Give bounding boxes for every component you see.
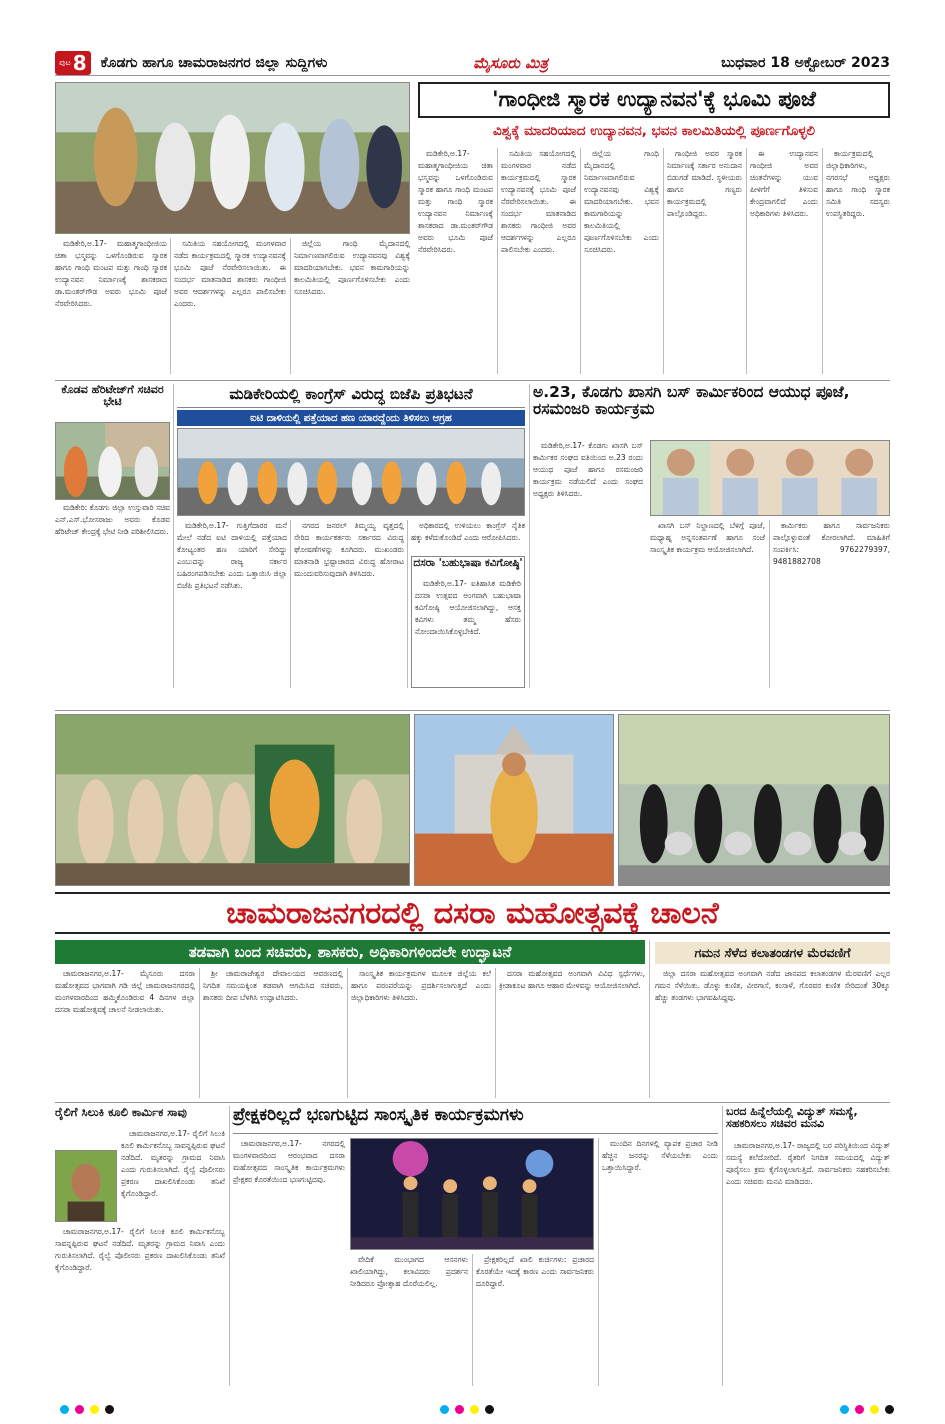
story3-subhead: ಐಟಿ ದಾಳಿಯಲ್ಲಿ ಪತ್ತೆಯಾದ ಹಣ ಯಾರದ್ದೆಂದು ತಿಳಿಸಲು ಆಗ್ರಹ [177,410,525,426]
story2-body-text: ಮಡಿಕೇರಿ: ಕೊಡಗು ಜಿಲ್ಲಾ ಉಸ್ತುವಾರಿ ಸಚಿವ ಎನ್.ಎಸ್.ಭೋಸರಾಜು ಅವರು ಕೊಡವ ಹೆರಿಟೇಜ್ ಕೇಂದ್ರಕ್ಕೆ ಭೇಟಿ ನೀಡಿ ಪರಿಶೀಲಿಸಿದರು. [55,503,170,536]
page-header [55,50,890,76]
story1-col5 [750,148,818,376]
story9-col4-text: ಮುಂದಿನ ದಿನಗಳಲ್ಲಿ ವ್ಯಾಪಕ ಪ್ರಚಾರ ನೀಡಿ ಹೆಚ್ಚಿನ ಜನರನ್ನು ಸೆಳೆಯಬೇಕು ಎಂದು ಒತ್ತಾಯಿಸಿದ್ದಾರೆ. [602,1139,718,1172]
story3-col1-text: ಮಡಿಕೇರಿ,ಅ.17- ಗುತ್ತಿಗೆದಾರರ ಮನೆ ಮೇಲೆ ನಡೆದ ಐಟಿ ದಾಳಿಯಲ್ಲಿ ಪತ್ತೆಯಾದ ಕೋಟ್ಯಂತರ ಹಣ ಯಾರಿಗೆ ಸೇರಿದ್ದು ಎಂಬುದನ್ನು ರಾಜ್ಯ ಸರ್ಕಾರ ಬಹಿರಂಗಪಡಿಸಬೇಕು ಎಂದು ಒತ್ತಾಯಿಸಿ ಜಿಲ್ಲಾ ಬಿಜೆಪಿ ಪ್ರತಿಭಟನೆ ನಡೆಸಿತು. [177,521,287,590]
story1-col1-text: ಮಡಿಕೇರಿ,ಅ.17- ಮಹಾತ್ಮಗಾಂಧೀಜಿಯ ಚಿತಾ ಭಸ್ಮವನ್ನು ಒಳಗೊಂಡಿರುವ ಸ್ಮಾರಕ ಹಾಗೂ ಗಾಂಧಿ ಮಂಟಪ ಮತ್ತು ಗಾಂಧಿ ಸ್ಮಾರಕ ಉದ್ಯಾನವನ ನಿರ್ಮಾಣಕ್ಕೆ ಶಾಸಕರಾದ ಡಾ.ಮಂತರ್‌ಗೌಡ ಅವರು ಭೂಮಿ ಪೂಜೆ ನೆರವೇರಿಸಿದರು. [418,149,493,254]
story9-col2-text: ವೇದಿಕೆ ಮುಂಭಾಗದ ಆಸನಗಳು ಖಾಲಿಯಾಗಿದ್ದು, ಕಲಾವಿದರು ಪ್ರದರ್ಶನ ನೀಡಿದರೂ ಪ್ರೋತ್ಸಾಹ ದೊರೆಯಲಿಲ್ಲ. [350,1255,468,1288]
registration-marks-left [60,1405,114,1414]
story5-body [415,578,521,686]
story3-col2 [294,520,404,688]
story2-headline: ಕೊಡವ ಹೆರಿಟೇಜ್‌ಗೆ ಸಚಿವರ ಭೇಟಿ [61,383,164,409]
registration-marks-center [440,1405,494,1414]
dasara-inauguration-photo [55,714,410,886]
story1-col1 [418,148,493,376]
story9-col3 [476,1254,594,1386]
story10-headline: ಬರದ ಹಿನ್ನೆಲೆಯಲ್ಲಿ ವಿದ್ಯುತ್ ಸಮಸ್ಯೆ, ಸಹಕರಿಸಲು ಸಚಿವರ ಮನವಿ [726,1105,858,1131]
story8-body-top [121,1128,225,1222]
story1-col2 [501,148,576,376]
story4-col3 [773,520,890,688]
story6-col4-text: ದಸರಾ ಮಹೋತ್ಸವದ ಅಂಗವಾಗಿ ವಿವಿಧ ಸ್ಪರ್ಧೆಗಳು, ಕ್ರೀಡಾಕೂಟ ಹಾಗೂ ಆಹಾರ ಮೇಳವನ್ನು ಆಯೋಜಿಸಲಾಗಿದೆ. [499,969,645,990]
story1-col6-text: ಕಾರ್ಯಕ್ರಮದಲ್ಲಿ ಜಿಲ್ಲಾಧಿಕಾರಿಗಳು, ನಗರಸಭೆ ಅಧ್ಯಕ್ಷರು ಹಾಗೂ ಗಾಂಧಿ ಸ್ಮಾರಕ ಸಮಿತಿ ಸದಸ್ಯರು ಉಪಸ್ಥಿತರಿದ್ದರು. [826,149,890,218]
story8-photo [55,1150,117,1222]
story6-col2-text: ಶ್ರೀ ಚಾಮರಾಜೇಶ್ವರ ದೇವಾಲಯದ ಆವರಣದಲ್ಲಿ ನಿಗದಿತ ಸಮಯಕ್ಕಿಂತ ತಡವಾಗಿ ಆಗಮಿಸಿದ ಸಚಿವರು, ಶಾಸಕರು ದೀಪ ಬೆಳಗಿಸಿ ಉದ್ಘಾಟಿಸಿದರು. [203,969,343,1002]
story2-photo [55,422,170,500]
story6-headline: ಚಾಮರಾಜನಗರದಲ್ಲಿ ದಸರಾ ಮಹೋತ್ಸವಕ್ಕೆ ಚಾಲನೆ [55,892,890,934]
story8-body-text: ಚಾಮರಾಜನಗರ,ಅ.17- ರೈಲಿಗೆ ಸಿಲುಕಿ ಕೂಲಿ ಕಾರ್ಮಿಕನೊಬ್ಬ ಸಾವನ್ನಪ್ಪಿರುವ ಘಟನೆ ನಡೆದಿದೆ. ಮೃತರನ್ನು ಗ್ರಾಮದ ನಿವಾಸಿ ಎಂದು ಗುರುತಿಸಲಾಗಿದೆ. ರೈಲ್ವೆ ಪೊಲೀಸರು ಪ್ರಕರಣ ದಾಖಲಿಸಿಕೊಂಡು ತನಿಖೆ ಕೈಗೊಂಡಿದ್ದಾರೆ. [55,1227,225,1272]
story4-col1-text: ಮಡಿಕೇರಿ,ಅ.17- ಕೊಡಗು ಖಾಸಗಿ ಬಸ್ ಕಾರ್ಮಿಕರ ಸಂಘದ ವತಿಯಿಂದ ಅ.23 ರಂದು ಆಯುಧ ಪೂಜೆ ಹಾಗೂ ರಸಮಂಜರಿ ಕಾರ್ಯಕ್ರಮ ನಡೆಯಲಿದೆ ಎಂದು ಸಂಘದ ಅಧ್ಯಕ್ಷರು ತಿಳಿಸಿದರು. [533,441,643,498]
newspaper-name: ಮೈಸೂರು ಮಿತ್ರ [473,53,549,72]
story1-col3 [584,148,659,376]
story1-col2-text: ಸಮಿತಿಯ ಸಹಯೋಗದಲ್ಲಿ ಮಂಗಳವಾರ ನಡೆದ ಕಾರ್ಯಕ್ರಮದಲ್ಲಿ ಸ್ಮಾರಕ ಉದ್ಯಾನವನಕ್ಕೆ ಭೂಮಿ ಪೂಜೆ ನೆರವೇರಿಸಲಾಯಿತು. ಈ ಸಂದರ್ಭ ಮಾತನಾಡಿದ ಶಾಸಕರು ಗಾಂಧೀಜಿ ಅವರ ಆದರ್ಶಗಳನ್ನು ಎಲ್ಲರೂ ಪಾಲಿಸಬೇಕು ಎಂದರು. [501,149,576,254]
story1-lower-col1 [55,238,167,376]
story9-col1-text: ಚಾಮರಾಜನಗರ,ಅ.17- ನಗರದಲ್ಲಿ ಮಂಗಳವಾರದಿಂದ ಆರಂಭವಾದ ದಸರಾ ಮಹೋತ್ಸವದ ಸಾಂಸ್ಕೃತಿಕ ಕಾರ್ಯಕ್ರಮಗಳು ಪ್ರೇಕ್ಷಕರ ಕೊರತೆಯಿಂದ ಭಣಗುಟ್ಟಿದವು. [233,1139,345,1184]
page-number-tag [55,51,91,75]
story1-lower-col3-text: ಜಿಲ್ಲೆಯ ಗಾಂಧಿ ಮೈದಾನದಲ್ಲಿ ನಿರ್ಮಾಣವಾಗಲಿರುವ ಉದ್ಯಾನವನವು ವಿಶ್ವಕ್ಕೆ ಮಾದರಿಯಾಗಬೇಕು. ಭವನ ಕಾಮಗಾರಿಯನ್ನು ಕಾಲಮಿತಿಯಲ್ಲಿ ಪೂರ್ಣಗೊಳಿಸಬೇಕು ಎಂದು ಸೂಚಿಸಿದರು. [294,239,410,296]
story3-col2-text: ನಗರದ ಜನರಲ್ ತಿಮ್ಮಯ್ಯ ವೃತ್ತದಲ್ಲಿ ಸೇರಿದ ಕಾರ್ಯಕರ್ತರು ಸರ್ಕಾರದ ವಿರುದ್ಧ ಘೋಷಣೆಗಳನ್ನು ಕೂಗಿದರು. ಮುಖಂಡರು ಮಾತನಾಡಿ ಭ್ರಷ್ಟಾಚಾರದ ವಿರುದ್ಧ ಹೋರಾಟ ಮುಂದುವರಿಸುವುದಾಗಿ ತಿಳಿಸಿದರು. [294,521,404,578]
story1-lower-col2-text: ಸಮಿತಿಯ ಸಹಯೋಗದಲ್ಲಿ ಮಂಗಳವಾರ ನಡೆದ ಕಾರ್ಯಕ್ರಮದಲ್ಲಿ ಸ್ಮಾರಕ ಉದ್ಯಾನವನಕ್ಕೆ ಭೂಮಿ ಪೂಜೆ ನೆರವೇರಿಸಲಾಯಿತು. ಈ ಸಂದರ್ಭ ಮಾತನಾಡಿದ ಶಾಸಕರು ಗಾಂಧೀಜಿ ಅವರ ಆದರ್ಶಗಳನ್ನು ಎಲ್ಲರೂ ಪಾಲಿಸಬೇಕು ಎಂದರು. [174,239,286,308]
story6-subhead: ತಡವಾಗಿ ಬಂದ ಸಚಿವರು, ಶಾಸಕರು, ಅಧಿಕಾರಿಗಳಿಂದಲೇ ಉದ್ಘಾಟನೆ [55,940,645,964]
story6-col3-text: ಸಾಂಸ್ಕೃತಿಕ ಕಾರ್ಯಕ್ರಮಗಳ ಮೂಲಕ ಜಿಲ್ಲೆಯ ಕಲೆ ಹಾಗೂ ಪರಂಪರೆಯನ್ನು ಪ್ರದರ್ಶಿಸಲಾಗುತ್ತದೆ ಎಂದು ಜಿಲ್ಲಾಧಿಕಾರಿಗಳು ತಿಳಿಸಿದರು. [351,969,491,1002]
story9-col4 [602,1138,718,1386]
story1-lower-col1-text: ಮಡಿಕೇರಿ,ಅ.17- ಮಹಾತ್ಮಗಾಂಧೀಜಿಯ ಚಿತಾ ಭಸ್ಮವನ್ನು ಒಳಗೊಂಡಿರುವ ಸ್ಮಾರಕ ಹಾಗೂ ಗಾಂಧಿ ಮಂಟಪ ಮತ್ತು ಗಾಂಧಿ ಸ್ಮಾರಕ ಉದ್ಯಾನವನ ನಿರ್ಮಾಣಕ್ಕೆ ಶಾಸಕರಾದ ಡಾ.ಮಂತರ್‌ಗೌಡ ಅವರು ಭೂಮಿ ಪೂಜೆ ನೆರವೇರಿಸಿದರು. [55,239,167,308]
story3-headline: ಮಡಿಕೇರಿಯಲ್ಲಿ ಕಾಂಗ್ರೆಸ್ ವಿರುದ್ಧ ಬಿಜೆಪಿ ಪ್ರತಿಭಟನೆ [177,386,525,408]
story1-lower-col3 [294,238,410,376]
story7-headline: ಗಮನ ಸೆಳೆದ ಕಲಾತಂಡಗಳ ಮೆರವಣಿಗೆ [655,942,890,964]
story7-body-text: ಜಿಲ್ಲಾ ದಸರಾ ಮಹೋತ್ಸವದ ಅಂಗವಾಗಿ ನಡೆದ ಜಾನಪದ ಕಲಾತಂಡಗಳ ಮೆರವಣಿಗೆ ಎಲ್ಲರ ಗಮನ ಸೆಳೆಯಿತು. ಡೊಳ್ಳು ಕುಣಿತ, ವೀರಗಾಸೆ, ಕಂಸಾಳೆ, ಗೊರವರ ಕುಣಿತ ಸೇರಿದಂತೆ 30ಕ್ಕೂ ಹೆಚ್ಚು ತಂಡಗಳು ಭಾಗವಹಿಸಿದ್ದವು. [655,969,890,1002]
story3-col1 [177,520,287,688]
story4-col3-text: ಕಾರ್ಮಿಕರು ಹಾಗೂ ಸಾರ್ವಜನಿಕರು ಪಾಲ್ಗೊಳ್ಳುವಂತೆ ಕೋರಲಾಗಿದೆ. ಮಾಹಿತಿಗೆ ಸಂಪರ್ಕಿಸಿ: 9762279397, 9481882708 [773,521,890,566]
story8-body-top-text: ಚಾಮರಾಜನಗರ,ಅ.17- ರೈಲಿಗೆ ಸಿಲುಕಿ ಕೂಲಿ ಕಾರ್ಮಿಕನೊಬ್ಬ ಸಾವನ್ನಪ್ಪಿರುವ ಘಟನೆ ನಡೆದಿದೆ. ಮೃತರನ್ನು ಗ್ರಾಮದ ನಿವಾಸಿ ಎಂದು ಗುರುತಿಸಲಾಗಿದೆ. ರೈಲ್ವೆ ಪೊಲೀಸರು ಪ್ರಕರಣ ದಾಖಲಿಸಿಕೊಂಡು ತನಿಖೆ ಕೈಗೊಂಡಿದ್ದಾರೆ. [121,1129,225,1198]
story6-col4 [499,968,645,1098]
dasara-procession-photo [618,714,890,886]
story6-col1-text: ಚಾಮರಾಜನಗರ,ಅ.17- ಮೈಸೂರು ದಸರಾ ಮಹೋತ್ಸವದ ಭಾಗವಾಗಿ ಗಡಿ ಜಿಲ್ಲೆ ಚಾಮರಾಜನಗರದಲ್ಲಿ ಮಂಗಳವಾರದಿಂದ ಹಮ್ಮಿಕೊಂಡಿರುವ 4 ದಿನಗಳ ಜಿಲ್ಲಾ ದಸರಾ ಮಹೋತ್ಸವಕ್ಕೆ ಚಾಲನೆ ನೀಡಲಾಯಿತು. [55,969,195,1014]
story4-col2 [650,520,765,688]
story9-col2 [350,1254,468,1386]
story9-headline: ಪ್ರೇಕ್ಷಕರಿಲ್ಲದೆ ಭಣಗುಟ್ಟಿದ ಸಾಂಸ್ಕೃತಿಕ ಕಾರ್ಯಕ್ರಮಗಳು [233,1106,718,1134]
story3-col3 [411,520,525,552]
story4-headline: ಅ.23, ಕೊಡಗು ಖಾಸಗಿ ಬಸ್ ಕಾರ್ಮಿಕರಿಂದ ಆಯುಧ ಪೂಜೆ, ರಸಮಂಜರಿ ಕಾರ್ಯಕ್ರಮ [533,383,850,419]
story4-col2-text: ಖಾಸಗಿ ಬಸ್ ನಿಲ್ದಾಣದಲ್ಲಿ ಬೆಳಿಗ್ಗೆ ಪೂಜೆ, ಮಧ್ಯಾಹ್ನ ಅನ್ನಸಂತರ್ಪಣೆ ಹಾಗೂ ಸಂಜೆ ಸಾಂಸ್ಕೃತಿಕ ಕಾರ್ಯಕ್ರಮ ಆಯೋಜಿಸಲಾಗಿದೆ. [650,521,765,554]
story5-body-text: ಮಡಿಕೇರಿ,ಅ.17- ಐತಿಹಾಸಿಕ ಮಡಿಕೇರಿ ದಸರಾ ಉತ್ಸವದ ಅಂಗವಾಗಿ ಬಹುಭಾಷಾ ಕವಿಗೋಷ್ಠಿ ಆಯೋಜಿಸಲಾಗಿದ್ದು, ಆಸಕ್ತ ಕವಿಗಳು ತಮ್ಮ ಹೆಸರು ನೋಂದಾಯಿಸಿಕೊಳ್ಳಬೇಕಿದೆ. [415,579,521,636]
story6-col2 [203,968,343,1098]
story6-col3 [351,968,491,1098]
story8-headline: ರೈಲಿಗೆ ಸಿಲುಕಿ ಕೂಲಿ ಕಾರ್ಮಿಕ ಸಾವು [55,1105,187,1119]
section-title: ಕೊಡಗು ಹಾಗೂ ಚಾಮರಾಜನಗರ ಜಿಲ್ಲಾ ಸುದ್ದಿಗಳು [100,54,328,71]
story1-col4 [667,148,742,376]
story10-body-text: ಚಾಮರಾಜನಗರ,ಅ.17- ರಾಜ್ಯದಲ್ಲಿ ಬರ ಪರಿಸ್ಥಿತಿಯಿಂದ ವಿದ್ಯುತ್ ಸಮಸ್ಯೆ ತಲೆದೋರಿದೆ. ರೈತರಿಗೆ ನಿಗದಿತ ಸಮಯದಲ್ಲಿ ವಿದ್ಯುತ್ ಪೂರೈಸಲು ಕ್ರಮ ಕೈಗೊಳ್ಳಲಾಗುತ್ತಿದೆ. ಸಾರ್ವಜನಿಕರು ಸಹಕರಿಸಬೇಕು ಎಂದು ಸಚಿವರು ಮನವಿ ಮಾಡಿದರು. [726,1141,890,1186]
story7-body [655,968,890,1098]
story6-col1 [55,968,195,1098]
page-number: 8 [72,50,87,75]
story1-col3-text: ಜಿಲ್ಲೆಯ ಗಾಂಧಿ ಮೈದಾನದಲ್ಲಿ ನಿರ್ಮಾಣವಾಗಲಿರುವ ಉದ್ಯಾನವನವು ವಿಶ್ವಕ್ಕೆ ಮಾದರಿಯಾಗಬೇಕು. ಭವನ ಕಾಮಗಾರಿಯನ್ನು ಕಾಲಮಿತಿಯಲ್ಲಿ ಪೂರ್ಣಗೊಳಿಸಬೇಕು ಎಂದು ಸೂಚಿಸಿದರು. [584,149,659,254]
dasara-palace-photo [414,714,614,886]
story9-col3-text: ಪ್ರೇಕ್ಷಕರಿಲ್ಲದೆ ಖಾಲಿ ಕುರ್ಚಿಗಳು: ಪ್ರಚಾರದ ಕೊರತೆಯೇ ಇದಕ್ಕೆ ಕಾರಣ ಎಂದು ಸಾರ್ವಜನಿಕರು ದೂರಿದ್ದಾರೆ. [476,1255,594,1288]
story5-headline: ದಸರಾ 'ಬಹುಭಾಷಾ ಕವಿಗೋಷ್ಠಿ' [413,557,523,569]
story1-col4-text: ಗಾಂಧೀಜಿ ಅವರ ಸ್ಮಾರಕ ನಿರ್ಮಾಣಕ್ಕೆ ಸರ್ಕಾರ ಅನುದಾನ ಬಿಡುಗಡೆ ಮಾಡಿದೆ. ಸ್ಥಳೀಯರು ಹಾಗೂ ಗಣ್ಯರು ಕಾರ್ಯಕ್ರಮದಲ್ಲಿ ಪಾಲ್ಗೊಂಡಿದ್ದರು. [667,149,742,218]
story1-col6 [826,148,890,376]
story1-col5-text: ಈ ಉದ್ಯಾನವನ ಗಾಂಧೀಜಿ ಅವರ ಚಿಂತನೆಗಳನ್ನು ಯುವ ಪೀಳಿಗೆಗೆ ತಿಳಿಸುವ ಕೇಂದ್ರವಾಗಲಿದೆ ಎಂದು ಅಧಿಕಾರಿಗಳು ತಿಳಿಸಿದರು. [750,149,818,218]
page-label: ಪುಟ [59,57,71,67]
registration-marks-right [840,1405,894,1414]
story3-photo [177,428,525,516]
story8-body [55,1226,225,1386]
issue-date: ಬುಧವಾರ 18 ಅಕ್ಟೋಬರ್ 2023 [721,54,890,71]
story1-subhead: ವಿಶ್ವಕ್ಕೆ ಮಾದರಿಯಾದ ಉದ್ಯಾನವನ, ಭವನ ಕಾಲಮಿತಿಯಲ್ಲಿ ಪೂರ್ಣಗೊಳ್ಳಲಿ [492,123,816,139]
story9-photo [350,1138,594,1250]
story1-photo [55,82,410,234]
story9-col1 [233,1138,345,1386]
story3-col3-text: ಅಧಿಕಾರದಲ್ಲಿ ಉಳಿಯಲು ಕಾಂಗ್ರೆಸ್ ನೈತಿಕ ಹಕ್ಕು ಕಳೆದುಕೊಂಡಿದೆ ಎಂದು ಆರೋಪಿಸಿದರು. [411,521,525,542]
story4-col1 [533,440,643,688]
story1-lower-col2 [174,238,286,376]
story2-body [55,502,170,688]
story10-body [726,1140,890,1386]
story4-photo [650,440,890,516]
story1-headline: 'ಗಾಂಧೀಜಿ ಸ್ಮಾರಕ ಉದ್ಯಾನವನ'ಕ್ಕೆ ಭೂಮಿ ಪೂಜೆ [418,82,890,118]
